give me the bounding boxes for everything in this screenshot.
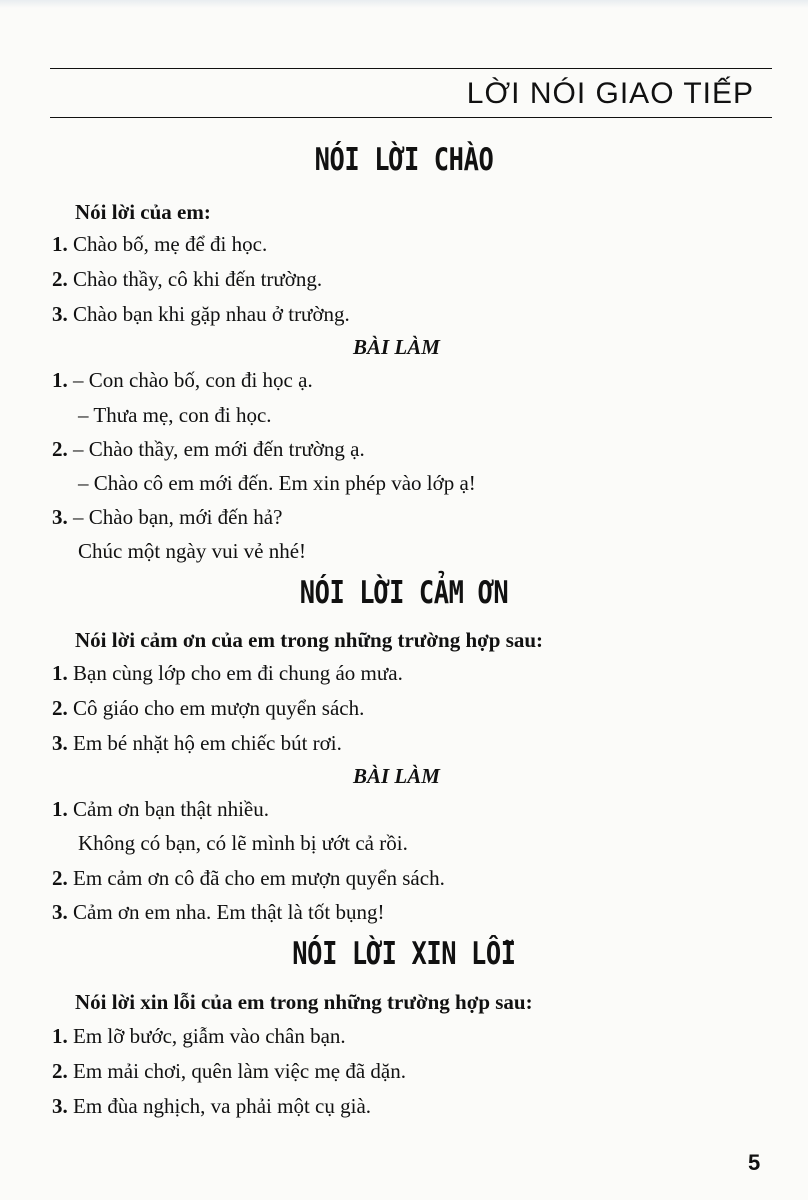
item-text: Em đùa nghịch, va phải một cụ già. xyxy=(73,1094,372,1118)
item-text: Chào bố, mẹ để đi học. xyxy=(73,232,268,256)
header-rule-bottom xyxy=(50,117,772,118)
answer-line xyxy=(78,829,408,857)
answer-line xyxy=(52,503,282,531)
section-title-apology: NÓI LỜI XIN LỖI xyxy=(292,936,516,972)
header-rule-top xyxy=(50,68,772,69)
answer-line xyxy=(52,366,313,394)
list-item xyxy=(52,1057,406,1085)
item-text: Cô giáo cho em mượn quyển sách. xyxy=(73,696,365,720)
section-title-thanks: NÓI LỜI CẢM ƠN xyxy=(299,575,509,611)
page-top-edge xyxy=(0,0,808,8)
item-text: Bạn cùng lớp cho em đi chung áo mưa. xyxy=(73,661,403,685)
answer-number: 2. xyxy=(52,437,68,461)
section-prompt: Nói lời cảm ơn của em trong những trường hợp sau: xyxy=(75,628,544,652)
item-text: Em lỡ bước, giẫm vào chân bạn. xyxy=(73,1024,346,1048)
section-prompt: Nói lời của em: xyxy=(75,200,211,224)
answer-text: Không có bạn, có lẽ mình bị ướt cả rồi. xyxy=(78,831,408,855)
section-prompt: Nói lời xin lỗi của em trong những trường hợp sau: xyxy=(75,990,533,1014)
answer-text: – Chào bạn, mới đến hả? xyxy=(73,505,283,529)
item-number: 2. xyxy=(52,696,68,720)
answer-text: Em cảm ơn cô đã cho em mượn quyển sách. xyxy=(73,866,445,890)
list-item xyxy=(52,1092,371,1120)
item-number: 1. xyxy=(52,232,68,256)
list-item xyxy=(52,265,322,293)
answer-line xyxy=(52,795,269,823)
item-text: Chào thầy, cô khi đến trường. xyxy=(73,267,323,291)
page-number: 5 xyxy=(748,1150,761,1175)
answer-number: 3. xyxy=(52,505,68,529)
answer-text: – Chào thầy, em mới đến trường ạ. xyxy=(73,437,365,461)
list-item xyxy=(52,300,350,328)
answer-line xyxy=(78,469,476,497)
answer-heading: BÀI LÀM xyxy=(353,764,440,788)
list-item xyxy=(52,659,403,687)
answer-text: – Thưa mẹ, con đi học. xyxy=(78,403,272,427)
answer-number: 1. xyxy=(52,797,68,821)
answer-line xyxy=(52,898,384,926)
answer-line xyxy=(78,537,306,565)
item-number: 3. xyxy=(52,1094,68,1118)
answer-line xyxy=(78,401,272,429)
item-number: 1. xyxy=(52,661,68,685)
item-text: Em bé nhặt hộ em chiếc bút rơi. xyxy=(73,731,342,755)
item-number: 2. xyxy=(52,267,68,291)
list-item xyxy=(52,1022,346,1050)
answer-text: Cảm ơn bạn thật nhiều. xyxy=(73,797,269,821)
item-number: 1. xyxy=(52,1024,68,1048)
list-item xyxy=(52,694,364,722)
section-title-greeting: NÓI LỜI CHÀO xyxy=(314,142,494,178)
page-header-title: LỜI NÓI GIAO TIẾP xyxy=(466,77,754,110)
answer-number: 1. xyxy=(52,368,68,392)
answer-text: – Chào cô em mới đến. Em xin phép vào lớp ạ! xyxy=(78,471,476,495)
answer-text: – Con chào bố, con đi học ạ. xyxy=(73,368,313,392)
answer-line xyxy=(52,864,445,892)
answer-heading: BÀI LÀM xyxy=(353,335,440,359)
item-number: 2. xyxy=(52,1059,68,1083)
answer-line xyxy=(52,435,365,463)
list-item xyxy=(52,230,267,258)
answer-text: Cảm ơn em nha. Em thật là tốt bụng! xyxy=(73,900,385,924)
list-item xyxy=(52,729,342,757)
item-number: 3. xyxy=(52,302,68,326)
answer-number: 3. xyxy=(52,900,68,924)
item-number: 3. xyxy=(52,731,68,755)
answer-text: Chúc một ngày vui vẻ nhé! xyxy=(78,539,307,563)
item-text: Chào bạn khi gặp nhau ở trường. xyxy=(73,302,350,326)
answer-number: 2. xyxy=(52,866,68,890)
item-text: Em mải chơi, quên làm việc mẹ đã dặn. xyxy=(73,1059,406,1083)
